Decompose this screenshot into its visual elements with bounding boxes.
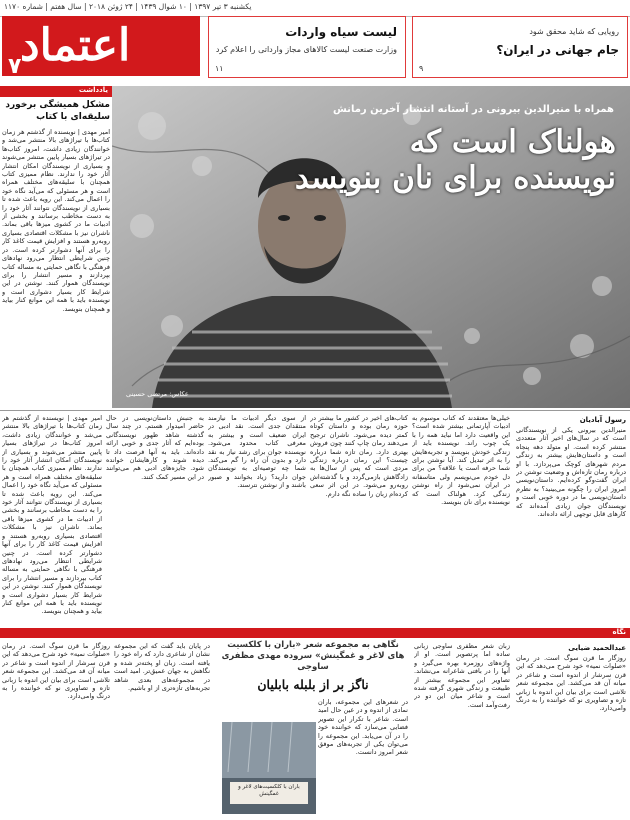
logo-wordmark: اعتماد [20,20,131,71]
bottom-title: ناگز بر از بلبله بابلیان [257,677,369,692]
headline-line-1: هولناک است که [409,124,616,160]
bottom-byline: عبدالحمید ضیایی [568,644,626,652]
feature-photo [112,86,630,408]
interview-column-1: منیرالدین بیرونی یکی از نویسندگانی است که در سال‌های اخیر آثار متعددی منتشر کرده است. او متولد دهه پنجاه است و داستان‌هایش بیشتر به زندگی مردم شهرهای کوچک می‌پردازد. با او درباره رمان تازه‌اش و وضعیت نوشتن در ایران گفت‌وگو کرده‌ایم. داستان‌نویسی امروز ایران را چگونه می‌بینید؟ به نظرم داستان‌نویسی ما در دوره خوبی است و نویسندگان جوان زیادی آمده‌اند که کارهای قابل توجهی ارائه داده‌اند. [516,426,626,519]
teaser-subtitle: رویایی که شاید محقق شود [529,27,619,36]
page-number: ۷ [8,54,22,79]
interview-column-2: خیلی‌ها معتقدند که کتاب موسوم به ادبیات آپارتمانی بیشتر شده است؟ این واقعیت دارد اما نباید همه را با یک چوب راند. نویسنده باید از زندگی خودش بنویسد و تجربه‌هایش را به اثر تبدیل کند. آیا نوشتن برای شما حرفه است یا علاقه؟ من برای دل خودم می‌نویسم ولی متاسفانه در ایران نمی‌شود از راه نوشتن زندگی کرد. هولناک است که نویسنده برای نان بنویسد. [412,414,510,507]
headline-line-2: نویسنده برای نان بنویسد [294,160,616,196]
book-cover [222,722,316,814]
teaser-page: ۹ [419,64,424,73]
teaser-page: ۱۱ [215,64,224,73]
bottom-kicker: نگاهی به مجموعه شعر «باران با کلکسیت های لاغر و غمگینش» سروده مهدی مظفری ساوجی [221,640,405,672]
feature-headline [295,124,616,196]
book-cover-art [222,722,316,814]
interview-column-3: کتاب‌های اخیر در کشور ما بیشتر در حوزه رمان بوده و داستان کوتاه کمتر دیده می‌شود. ناشران ترجیح می‌دهند رمان چاپ کنند چون فروش بهتری دارد. رمان تازه شما درباره چیست؟ این رمان درباره زندگی مردی است که پس از سال‌ها به زادگاهش بازمی‌گردد و با گذشته‌اش روبه‌رو می‌شود. در این اثر سعی کرده‌ام زبان را ساده نگه دارم. [310,414,408,498]
bottom-headline-block [218,640,408,692]
interview-byline: رسول آبادیان [579,416,626,424]
sidebar-section-label [0,86,112,97]
section-bar [0,628,630,638]
photo-credit: عکاس: مرتضی حسینی [126,390,189,398]
bottom-column-2: زبان شعر مظفری ساوجی زبانی ساده اما پرتصویر است. او از واژه‌های روزمره بهره می‌گیرد و آنها را در بافتی شاعرانه می‌نشاند. تصاویر این مجموعه بیشتر از طبیعت و زندگی شهری گرفته شده است و شاعر میان این دو در رفت‌وآمد است. [414,642,510,709]
divider [0,410,630,411]
bottom-column-5: روزگار ما قرن سوگ است. در رمان «صلوات نمیه» خود شرح می‌دهد که این قرن سرشار از اندوه است و شاعر در میانه آن قد می‌کشد. این مجموعه شعر تلاشی است برای بیان این اندوه با زبانی تازه و تصاویری نو که خواننده را به درنگ وامی‌دارد. [2,642,110,701]
sidebar-title: مشکل همیشگی برخورد سلیقه‌ای با کتاب [5,100,110,122]
newspaper-logo[interactable] [2,16,200,79]
section-label: یادداشت [78,86,108,94]
sidebar-body: امیر مهدی | نویسنده از گذشتم هر زمان کتاب‌ها با تیراژهای بالا منتشر می‌شد و خوانندگان زیادی داشت، امروز کتاب‌ها در تیراژهای بسیار پایین منتشر می‌شوند و بسیاری از نویسندگان امکان انتشار آثار خود را ندارند. نظام ممیزی کتاب همچنان با سلیقه‌های مختلف همراه است و هر مسئولی که می‌آید نگاه خود را اعمال می‌کند. این رویه باعث شده تا بسیاری از نویسندگان نتوانند آثار خود را به دست مخاطب برسانند و بخشی از ادبیات ما در کشوی میزها باقی بماند. ناشران نیز با مشکلات اقتصادی بسیاری روبه‌رو هستند و افزایش قیمت کاغذ کار را برای آنها دشوارتر کرده است. در چنین شرایطی انتظار می‌رود نهادهای فرهنگی با نگاهی حمایتی به مساله کتاب بپردازند و مسیر انتشار را برای نویسندگان هموار کنند. نوشتن در این شرایط کار بسیار دشواری است و نویسنده باید با همه این موانع کنار بیاید و همچنان بنویسد. [2,128,110,313]
bottom-column-1: روزگار ما قرن سوگ است. در رمان «صلوات نمیه» خود شرح می‌دهد که این قرن سرشار از اندوه است و شاعر در میانه آن قد می‌کشد. این مجموعه شعر تلاشی است برای بیان این اندوه با زبانی تازه و تصاویری نو که خواننده را به درنگ وامی‌دارد. [516,654,626,713]
teaser-box-2[interactable] [412,16,628,78]
teaser-title: لیست سیاه واردات [285,25,397,39]
feature-kicker: همراه با منیرالدین بیرونی در آستانه انتشار آخرین رمانش [333,104,614,115]
teaser-subtitle: وزارت صنعت لیست کالاهای مجاز وارداتی را اعلام کرد [215,45,397,54]
section-label: نگاه [612,628,626,636]
teaser-title: جام جهانی در ایران؟ [496,43,619,57]
sidebar-continuation: امیر مهدی | نویسنده از گذشتم هر زمان کتاب‌ها با تیراژهای بالا منتشر می‌شد و خوانندگان زیادی داشت، امروز کتاب‌ها در تیراژهای بسیار پایین منتشر می‌شوند و بسیاری از نویسندگان امکان انتشار آثار خود را ندارند. نظام ممیزی کتاب همچنان با سلیقه‌های مختلف همراه است و هر مسئولی که می‌آید نگاه خود را اعمال می‌کند. این رویه باعث شده تا بسیاری از نویسندگان نتوانند آثار خود را به دست مخاطب برسانند و بخشی از ادبیات ما در کشوی میزها باقی بماند. ناشران نیز با مشکلات اقتصادی بسیاری روبه‌رو هستند و افزایش قیمت کاغذ کار را برای آنها دشوارتر کرده است. در چنین شرایطی انتظار می‌رود نهادهای فرهنگی با نگاهی حمایتی به مساله کتاب بپردازند و مسیر انتشار را برای نویسندگان هموار کنند. نوشتن در این شرایط کار بسیار دشواری است و نویسنده باید با همه این موانع کنار بیاید و همچنان بنویسد. [2,414,102,616]
interview-column-4: از سوی دیگر ادبیات ما نیازمند منتقدان جدی است. نقد ادبی در ایران ضعیف است و بیشتر به معرفی کتاب محدود می‌شود. نویسنده جوان برای رشد نیاز به نقد دارد و بدون آن راه را گم می‌کند. شما چه توصیه‌ای به نویسندگان جوان دارید؟ زیاد بخوانند و صبور باشند و از نوشتن نترسند. [208,414,306,490]
folio-text: یکشنبه ۳ تیر ۱۳۹۷ | ۱۰ شوال ۱۴۳۹ | ۲۴ ژوئن ۲۰۱۸ | سال هفتم | شماره ۱۱۷۰ [4,2,252,11]
interview-column-5: به جنبش داستان‌نویسی در حال حاضر امیدوار هستم. در چند سال گذشته شاهد ظهور نویسندگانی بوده‌ایم که آثار جدی و خوبی ارائه داده‌اند. باید به آنها فرصت داد تا دیده شوند و کارهایشان خوانده شود. جایزه‌های ادبی هم می‌توانند در این مسیر کمک کنند. [106,414,204,481]
teaser-box-1[interactable] [208,16,406,78]
book-cover-title: باران با کلکسیت‌های لاغر و غمگینش [238,784,300,797]
bottom-column-3: در شعرهای این مجموعه، باران نمادی از اندوه و در عین حال امید است. شاعر با تکرار این تصویر فضایی می‌سازد که خواننده خود را در آن می‌یابد. این مجموعه را می‌توان یکی از تجربه‌های موفق شعر امروز دانست. [318,698,408,757]
folio-strip [0,0,630,17]
bottom-column-4: در پایان باید گفت که این مجموعه نشان از شاعری دارد که راه خود را یافته است. زبان او پخته‌تر شده و نگاهش به جهان عمیق‌تر. امید است در مجموعه‌های بعدی شاهد تجربه‌های تازه‌تری از او باشیم. [114,642,210,693]
